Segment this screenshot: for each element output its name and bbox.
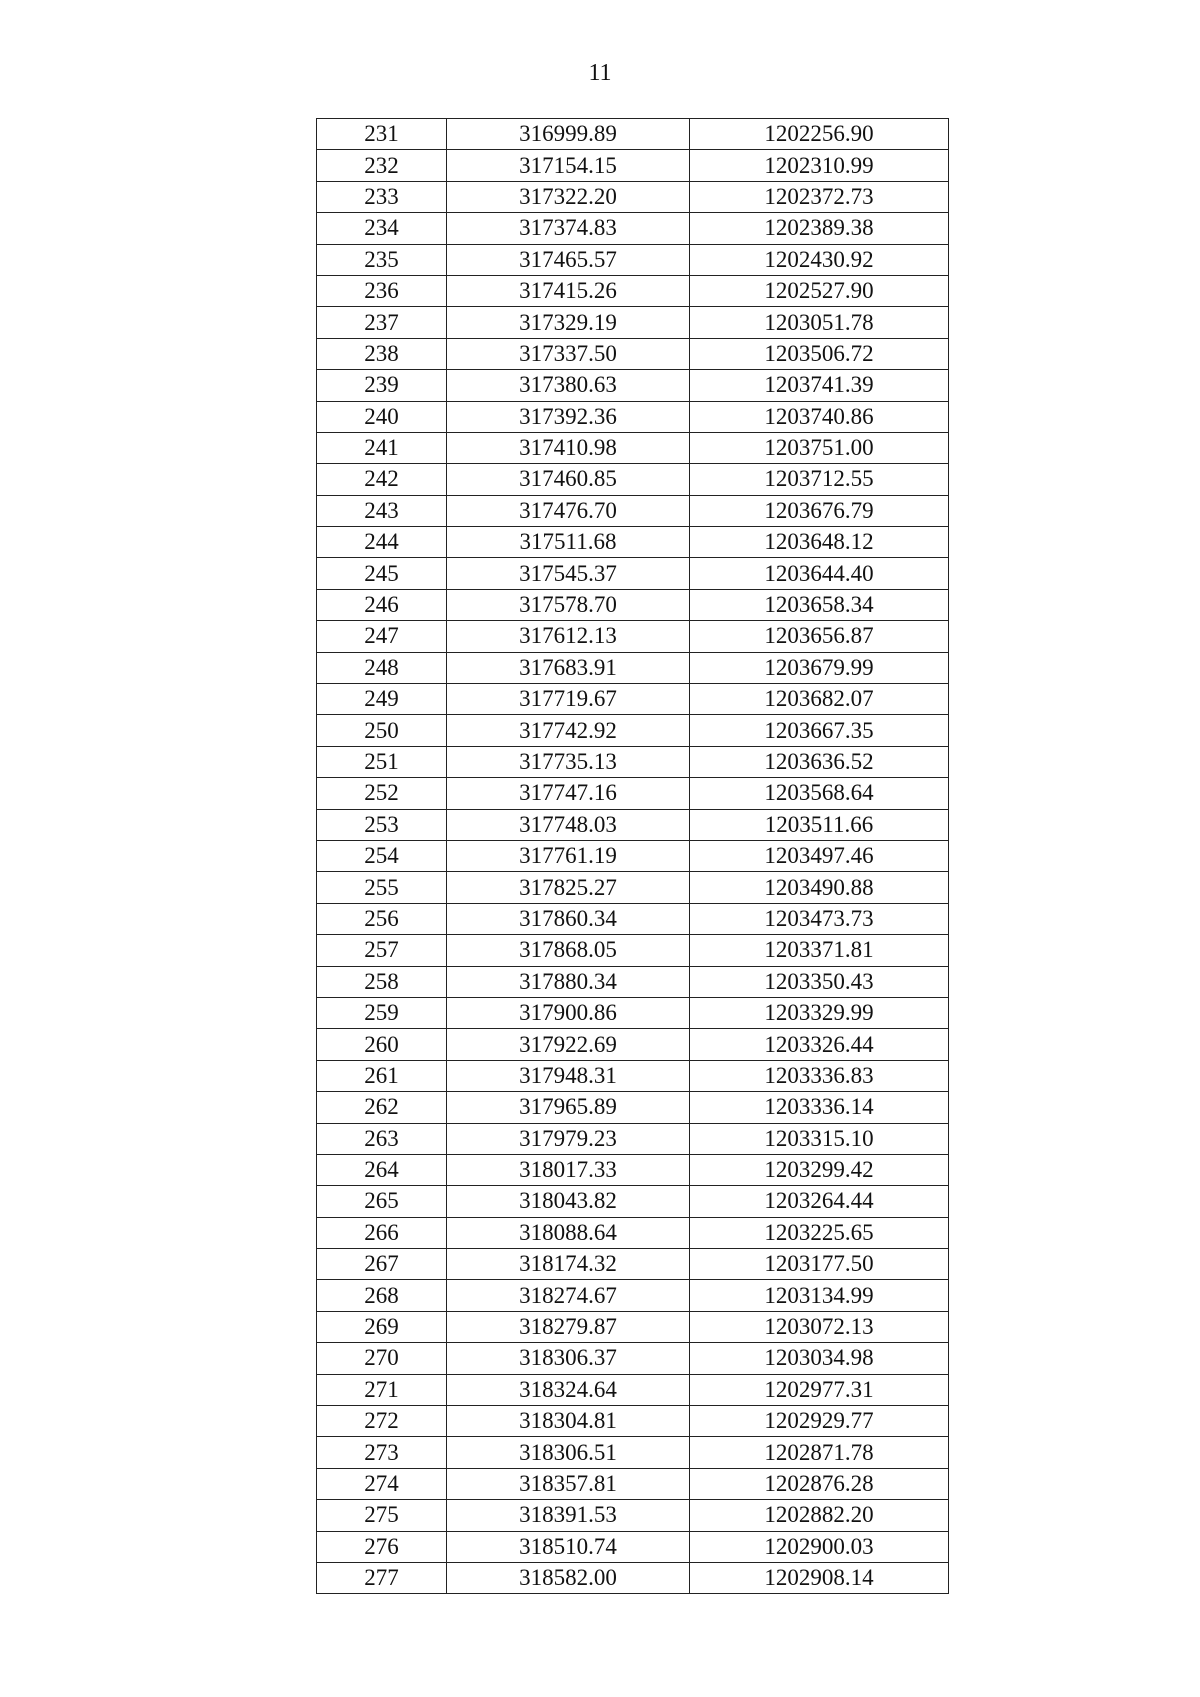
point-number-cell: 274	[317, 1468, 447, 1499]
table-row	[317, 621, 949, 652]
point-number-cell: 270	[317, 1343, 447, 1374]
table-row	[317, 495, 949, 526]
x-coordinate-cell: 317380.63	[447, 370, 690, 401]
point-number-cell: 251	[317, 746, 447, 777]
x-coordinate-cell: 317154.15	[447, 150, 690, 181]
table-row	[317, 1060, 949, 1091]
table-row	[317, 1029, 949, 1060]
table-row	[317, 1092, 949, 1123]
x-coordinate-cell: 318306.51	[447, 1437, 690, 1468]
point-number-cell: 234	[317, 213, 447, 244]
x-coordinate-cell: 317329.19	[447, 307, 690, 338]
table-row	[317, 464, 949, 495]
table-row	[317, 1343, 949, 1374]
x-coordinate-cell: 317860.34	[447, 903, 690, 934]
y-coordinate-cell: 1203072.13	[690, 1311, 949, 1342]
x-coordinate-cell: 318582.00	[447, 1562, 690, 1593]
x-coordinate-cell: 318391.53	[447, 1500, 690, 1531]
table-row	[317, 1437, 949, 1468]
x-coordinate-cell: 317922.69	[447, 1029, 690, 1060]
table-row	[317, 1217, 949, 1248]
table-row	[317, 1311, 949, 1342]
point-number-cell: 255	[317, 872, 447, 903]
point-number-cell: 253	[317, 809, 447, 840]
x-coordinate-cell: 317683.91	[447, 652, 690, 683]
table-row	[317, 1562, 949, 1593]
y-coordinate-cell: 1203264.44	[690, 1186, 949, 1217]
point-number-cell: 252	[317, 778, 447, 809]
table-row	[317, 527, 949, 558]
point-number-cell: 269	[317, 1311, 447, 1342]
table-row	[317, 1406, 949, 1437]
x-coordinate-cell: 317337.50	[447, 338, 690, 369]
table-row	[317, 966, 949, 997]
table-row	[317, 1123, 949, 1154]
y-coordinate-cell: 1203644.40	[690, 558, 949, 589]
y-coordinate-cell: 1202876.28	[690, 1468, 949, 1499]
table-row	[317, 1280, 949, 1311]
y-coordinate-cell: 1203568.64	[690, 778, 949, 809]
point-number-cell: 261	[317, 1060, 447, 1091]
x-coordinate-cell: 317735.13	[447, 746, 690, 777]
x-coordinate-cell: 318306.37	[447, 1343, 690, 1374]
point-number-cell: 268	[317, 1280, 447, 1311]
y-coordinate-cell: 1202900.03	[690, 1531, 949, 1562]
y-coordinate-cell: 1202977.31	[690, 1374, 949, 1405]
table-row	[317, 181, 949, 212]
x-coordinate-cell: 317476.70	[447, 495, 690, 526]
y-coordinate-cell: 1203648.12	[690, 527, 949, 558]
point-number-cell: 262	[317, 1092, 447, 1123]
y-coordinate-cell: 1203329.99	[690, 997, 949, 1028]
y-coordinate-cell: 1203667.35	[690, 715, 949, 746]
x-coordinate-cell: 317868.05	[447, 935, 690, 966]
y-coordinate-cell: 1203350.43	[690, 966, 949, 997]
y-coordinate-cell: 1203656.87	[690, 621, 949, 652]
y-coordinate-cell: 1202929.77	[690, 1406, 949, 1437]
point-number-cell: 237	[317, 307, 447, 338]
y-coordinate-cell: 1203473.73	[690, 903, 949, 934]
x-coordinate-cell: 317748.03	[447, 809, 690, 840]
x-coordinate-cell: 318043.82	[447, 1186, 690, 1217]
x-coordinate-cell: 317612.13	[447, 621, 690, 652]
y-coordinate-cell: 1202871.78	[690, 1437, 949, 1468]
table-row	[317, 1374, 949, 1405]
table-row	[317, 244, 949, 275]
y-coordinate-cell: 1203336.14	[690, 1092, 949, 1123]
x-coordinate-cell: 316999.89	[447, 119, 690, 150]
y-coordinate-cell: 1203177.50	[690, 1249, 949, 1280]
point-number-cell: 260	[317, 1029, 447, 1060]
x-coordinate-cell: 317719.67	[447, 684, 690, 715]
table-row	[317, 872, 949, 903]
y-coordinate-cell: 1202430.92	[690, 244, 949, 275]
y-coordinate-cell: 1203658.34	[690, 589, 949, 620]
x-coordinate-cell: 317979.23	[447, 1123, 690, 1154]
point-number-cell: 275	[317, 1500, 447, 1531]
x-coordinate-cell: 317900.86	[447, 997, 690, 1028]
table-row	[317, 746, 949, 777]
point-number-cell: 247	[317, 621, 447, 652]
coordinate-table	[316, 118, 949, 1594]
table-row	[317, 401, 949, 432]
x-coordinate-cell: 317374.83	[447, 213, 690, 244]
y-coordinate-cell: 1203682.07	[690, 684, 949, 715]
x-coordinate-cell: 317465.57	[447, 244, 690, 275]
y-coordinate-cell: 1203497.46	[690, 840, 949, 871]
x-coordinate-cell: 317825.27	[447, 872, 690, 903]
x-coordinate-cell: 317742.92	[447, 715, 690, 746]
point-number-cell: 259	[317, 997, 447, 1028]
y-coordinate-cell: 1202372.73	[690, 181, 949, 212]
x-coordinate-cell: 317545.37	[447, 558, 690, 589]
table-row	[317, 1249, 949, 1280]
point-number-cell: 245	[317, 558, 447, 589]
point-number-cell: 238	[317, 338, 447, 369]
x-coordinate-cell: 317761.19	[447, 840, 690, 871]
point-number-cell: 254	[317, 840, 447, 871]
table-row	[317, 589, 949, 620]
y-coordinate-cell: 1203636.52	[690, 746, 949, 777]
x-coordinate-cell: 318274.67	[447, 1280, 690, 1311]
x-coordinate-cell: 317511.68	[447, 527, 690, 558]
x-coordinate-cell: 317747.16	[447, 778, 690, 809]
table-row	[317, 307, 949, 338]
table-row	[317, 778, 949, 809]
y-coordinate-cell: 1203676.79	[690, 495, 949, 526]
point-number-cell: 242	[317, 464, 447, 495]
table-row	[317, 997, 949, 1028]
table-row	[317, 1468, 949, 1499]
y-coordinate-cell: 1203371.81	[690, 935, 949, 966]
point-number-cell: 265	[317, 1186, 447, 1217]
x-coordinate-cell: 317415.26	[447, 275, 690, 306]
table-row	[317, 275, 949, 306]
point-number-cell: 272	[317, 1406, 447, 1437]
point-number-cell: 239	[317, 370, 447, 401]
point-number-cell: 267	[317, 1249, 447, 1280]
table-row	[317, 1500, 949, 1531]
table-row	[317, 652, 949, 683]
y-coordinate-cell: 1203490.88	[690, 872, 949, 903]
y-coordinate-cell: 1202908.14	[690, 1562, 949, 1593]
y-coordinate-cell: 1203740.86	[690, 401, 949, 432]
y-coordinate-cell: 1203336.83	[690, 1060, 949, 1091]
table-row	[317, 684, 949, 715]
point-number-cell: 240	[317, 401, 447, 432]
table-row	[317, 432, 949, 463]
point-number-cell: 273	[317, 1437, 447, 1468]
x-coordinate-cell: 318324.64	[447, 1374, 690, 1405]
x-coordinate-cell: 318510.74	[447, 1531, 690, 1562]
point-number-cell: 236	[317, 275, 447, 306]
y-coordinate-cell: 1203511.66	[690, 809, 949, 840]
point-number-cell: 276	[317, 1531, 447, 1562]
y-coordinate-cell: 1203034.98	[690, 1343, 949, 1374]
x-coordinate-cell: 318357.81	[447, 1468, 690, 1499]
x-coordinate-cell: 317578.70	[447, 589, 690, 620]
table-row	[317, 119, 949, 150]
table-row	[317, 935, 949, 966]
coordinate-table-body	[317, 119, 949, 1594]
table-row	[317, 370, 949, 401]
x-coordinate-cell: 318279.87	[447, 1311, 690, 1342]
table-row	[317, 150, 949, 181]
x-coordinate-cell: 318304.81	[447, 1406, 690, 1437]
y-coordinate-cell: 1203741.39	[690, 370, 949, 401]
x-coordinate-cell: 318174.32	[447, 1249, 690, 1280]
point-number-cell: 244	[317, 527, 447, 558]
y-coordinate-cell: 1203751.00	[690, 432, 949, 463]
y-coordinate-cell: 1203679.99	[690, 652, 949, 683]
y-coordinate-cell: 1202389.38	[690, 213, 949, 244]
point-number-cell: 231	[317, 119, 447, 150]
point-number-cell: 241	[317, 432, 447, 463]
x-coordinate-cell: 318088.64	[447, 1217, 690, 1248]
y-coordinate-cell: 1203134.99	[690, 1280, 949, 1311]
table-row	[317, 715, 949, 746]
y-coordinate-cell: 1202256.90	[690, 119, 949, 150]
table-row	[317, 809, 949, 840]
y-coordinate-cell: 1202882.20	[690, 1500, 949, 1531]
point-number-cell: 246	[317, 589, 447, 620]
y-coordinate-cell: 1203326.44	[690, 1029, 949, 1060]
point-number-cell: 250	[317, 715, 447, 746]
x-coordinate-cell: 317322.20	[447, 181, 690, 212]
x-coordinate-cell: 317392.36	[447, 401, 690, 432]
point-number-cell: 232	[317, 150, 447, 181]
y-coordinate-cell: 1203506.72	[690, 338, 949, 369]
table-row	[317, 1186, 949, 1217]
y-coordinate-cell: 1202310.99	[690, 150, 949, 181]
y-coordinate-cell: 1203051.78	[690, 307, 949, 338]
point-number-cell: 248	[317, 652, 447, 683]
y-coordinate-cell: 1203225.65	[690, 1217, 949, 1248]
x-coordinate-cell: 317965.89	[447, 1092, 690, 1123]
table-row	[317, 903, 949, 934]
y-coordinate-cell: 1202527.90	[690, 275, 949, 306]
y-coordinate-cell: 1203299.42	[690, 1154, 949, 1185]
y-coordinate-cell: 1203712.55	[690, 464, 949, 495]
table-row	[317, 558, 949, 589]
point-number-cell: 264	[317, 1154, 447, 1185]
table-row	[317, 840, 949, 871]
point-number-cell: 249	[317, 684, 447, 715]
point-number-cell: 256	[317, 903, 447, 934]
x-coordinate-cell: 317410.98	[447, 432, 690, 463]
x-coordinate-cell: 317948.31	[447, 1060, 690, 1091]
point-number-cell: 257	[317, 935, 447, 966]
table-row	[317, 1154, 949, 1185]
page-number: 11	[588, 60, 612, 86]
table-row	[317, 338, 949, 369]
point-number-cell: 277	[317, 1562, 447, 1593]
x-coordinate-cell: 317460.85	[447, 464, 690, 495]
table-row	[317, 213, 949, 244]
point-number-cell: 233	[317, 181, 447, 212]
x-coordinate-cell: 317880.34	[447, 966, 690, 997]
point-number-cell: 266	[317, 1217, 447, 1248]
y-coordinate-cell: 1203315.10	[690, 1123, 949, 1154]
x-coordinate-cell: 318017.33	[447, 1154, 690, 1185]
point-number-cell: 271	[317, 1374, 447, 1405]
point-number-cell: 258	[317, 966, 447, 997]
point-number-cell: 243	[317, 495, 447, 526]
table-row	[317, 1531, 949, 1562]
point-number-cell: 263	[317, 1123, 447, 1154]
point-number-cell: 235	[317, 244, 447, 275]
